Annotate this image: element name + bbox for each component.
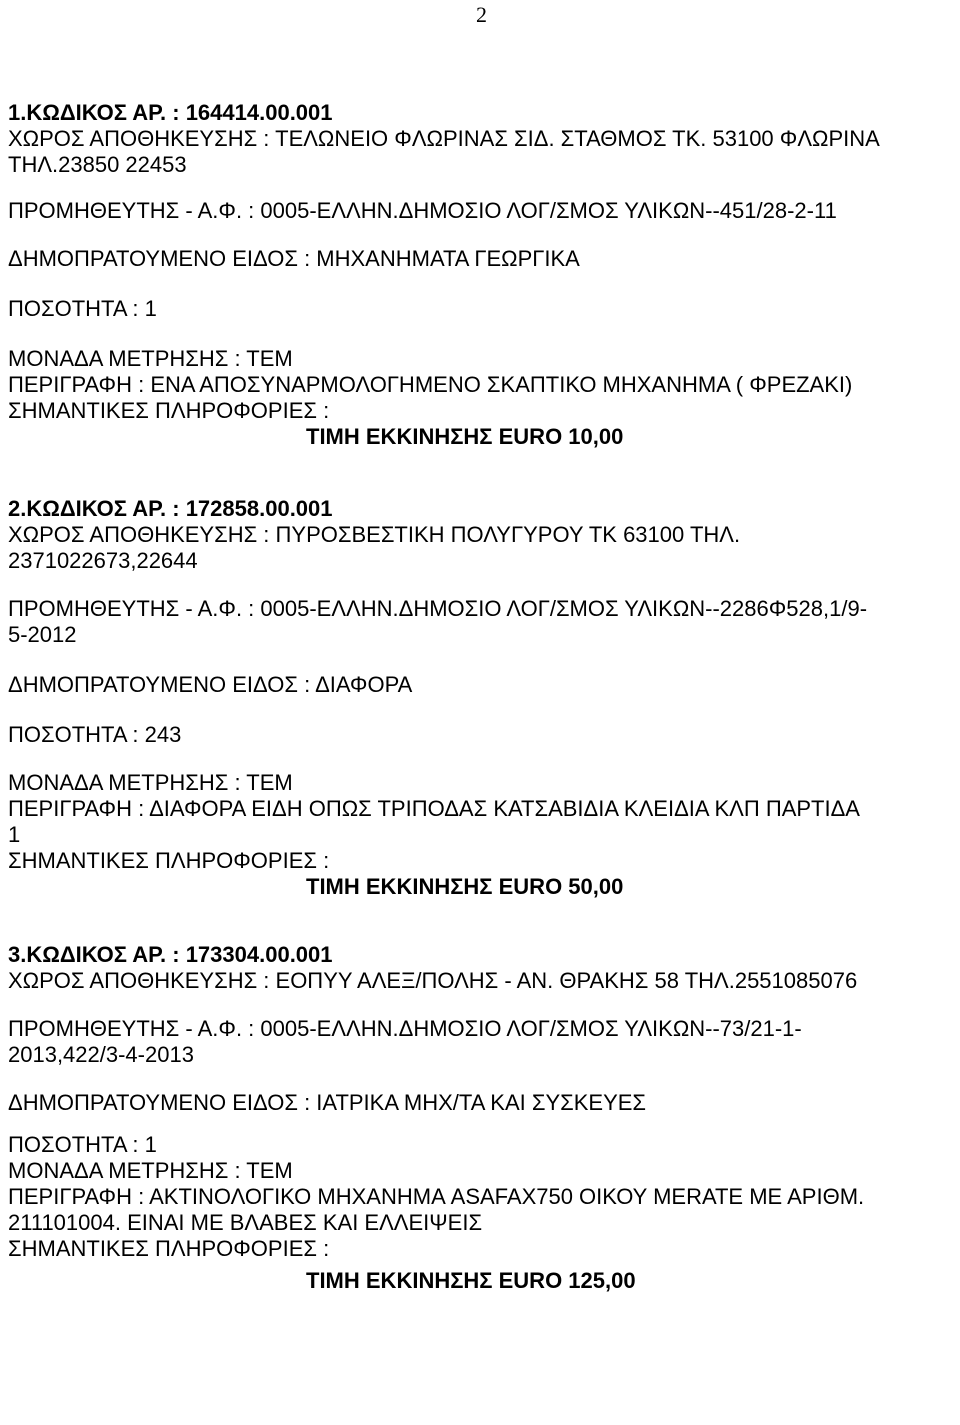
unit-of-measure: ΜΟΝΑΔΑ ΜΕΤΡΗΣΗΣ : ΤΕΜ xyxy=(8,770,293,795)
supplier: ΠΡΟΜΗΘΕΥΤΗΣ - Α.Φ. : 0005-ΕΛΛΗΝ.ΔΗΜΟΣΙΟ ΛΟΓ/ΣΜΟΣ ΥΛΙΚΩΝ--451/28-2-11 xyxy=(8,198,837,223)
item-category: ΔΗΜΟΠΡΑΤΟΥΜΕΝΟ ΕΙΔΟΣ : ΙΑΤΡΙΚΑ ΜΗΧ/ΤΑ ΚΑΙ ΣΥΣΚΕΥΕΣ xyxy=(8,1090,647,1115)
important-info: ΣΗΜΑΝΤΙΚΕΣ ΠΛΗΡΟΦΟΡΙΕΣ : xyxy=(8,848,330,873)
storage-location-cont: ΤΗΛ.23850 22453 xyxy=(8,152,187,177)
supplier: ΠΡΟΜΗΘΕΥΤΗΣ - Α.Φ. : 0005-ΕΛΛΗΝ.ΔΗΜΟΣΙΟ ΛΟΓ/ΣΜΟΣ ΥΛΙΚΩΝ--2286Φ528,1/9- xyxy=(8,596,868,621)
description-cont: 211101004. ΕΙΝΑΙ ΜΕ ΒΛΑΒΕΣ ΚΑΙ ΕΛΛΕΙΨΕΙΣ xyxy=(8,1210,483,1235)
item-code: 1.ΚΩΔΙΚΟΣ ΑΡ. : 164414.00.001 xyxy=(8,100,333,125)
page-number: 2 xyxy=(476,2,487,27)
storage-location: ΧΩΡΟΣ ΑΠΟΘΗΚΕΥΣΗΣ : ΠΥΡΟΣΒΕΣΤΙΚΗ ΠΟΛΥΓΥΡΟΥ ΤΚ 63100 ΤΗΛ. xyxy=(8,522,741,547)
item-category: ΔΗΜΟΠΡΑΤΟΥΜΕΝΟ ΕΙΔΟΣ : ΔΙΑΦΟΡΑ xyxy=(8,672,413,697)
unit-of-measure: ΜΟΝΑΔΑ ΜΕΤΡΗΣΗΣ : ΤΕΜ xyxy=(8,1158,293,1183)
item-code: 3.ΚΩΔΙΚΟΣ ΑΡ. : 173304.00.001 xyxy=(8,942,333,967)
starting-price: ΤΙΜΗ ΕΚΚΙΝΗΣΗΣ EURO 125,00 xyxy=(306,1268,636,1293)
auction-item-3 xyxy=(8,942,953,1294)
storage-location: ΧΩΡΟΣ ΑΠΟΘΗΚΕΥΣΗΣ : ΕΟΠΥΥ ΑΛΕΞ/ΠΟΛΗΣ - ΑΝ. ΘΡΑΚΗΣ 58 ΤΗΛ.2551085076 xyxy=(8,968,858,993)
auction-item-list xyxy=(8,100,953,1294)
quantity: ΠΟΣΟΤΗΤΑ : 1 xyxy=(8,296,157,321)
description-cont: 1 xyxy=(8,822,21,847)
quantity: ΠΟΣΟΤΗΤΑ : 243 xyxy=(8,722,182,747)
item-category: ΔΗΜΟΠΡΑΤΟΥΜΕΝΟ ΕΙΔΟΣ : ΜΗΧΑΝΗΜΑΤΑ ΓΕΩΡΓΙΚΑ xyxy=(8,246,580,271)
important-info: ΣΗΜΑΝΤΙΚΕΣ ΠΛΗΡΟΦΟΡΙΕΣ : xyxy=(8,1236,330,1261)
quantity: ΠΟΣΟΤΗΤΑ : 1 xyxy=(8,1132,157,1157)
description: ΠΕΡΙΓΡΑΦΗ : ΔΙΑΦΟΡΑ ΕΙΔΗ ΟΠΩΣ ΤΡΙΠΟΔΑΣ ΚΑΤΣΑΒΙΔΙΑ ΚΛΕΙΔΙΑ ΚΛΠ ΠΑΡΤΙΔΑ xyxy=(8,796,860,821)
unit-of-measure: ΜΟΝΑΔΑ ΜΕΤΡΗΣΗΣ : ΤΕΜ xyxy=(8,346,293,371)
description: ΠΕΡΙΓΡΑΦΗ : ΑΚΤΙΝΟΛΟΓΙΚΟ ΜΗΧΑΝΗΜΑ ASAFAX750 ΟΙΚΟΥ MERATE ΜΕ ΑΡΙΘΜ. xyxy=(8,1184,865,1209)
important-info: ΣΗΜΑΝΤΙΚΕΣ ΠΛΗΡΟΦΟΡΙΕΣ : xyxy=(8,398,330,423)
item-code: 2.ΚΩΔΙΚΟΣ ΑΡ. : 172858.00.001 xyxy=(8,496,333,521)
starting-price: ΤΙΜΗ ΕΚΚΙΝΗΣΗΣ EURO 10,00 xyxy=(306,424,624,449)
description: ΠΕΡΙΓΡΑΦΗ : ΕΝΑ ΑΠΟΣΥΝΑΡΜΟΛΟΓΗΜΕΝΟ ΣΚΑΠΤΙΚΟ ΜΗΧΑΝΗΜΑ ( ΦΡΕΖΑΚΙ) xyxy=(8,372,853,397)
supplier-cont: 2013,422/3-4-2013 xyxy=(8,1042,194,1067)
auction-item-2 xyxy=(8,496,953,900)
supplier: ΠΡΟΜΗΘΕΥΤΗΣ - Α.Φ. : 0005-ΕΛΛΗΝ.ΔΗΜΟΣΙΟ ΛΟΓ/ΣΜΟΣ ΥΛΙΚΩΝ--73/21-1- xyxy=(8,1016,802,1041)
supplier-cont: 5-2012 xyxy=(8,622,77,647)
storage-location: ΧΩΡΟΣ ΑΠΟΘΗΚΕΥΣΗΣ : ΤΕΛΩΝΕΙΟ ΦΛΩΡΙΝΑΣ ΣΙΔ. ΣΤΑΘΜΟΣ ΤΚ. 53100 ΦΛΩΡΙΝΑ xyxy=(8,126,880,151)
starting-price: ΤΙΜΗ ΕΚΚΙΝΗΣΗΣ EURO 50,00 xyxy=(306,874,624,899)
auction-item-1 xyxy=(8,100,953,450)
storage-location-cont: 2371022673,22644 xyxy=(8,548,198,573)
